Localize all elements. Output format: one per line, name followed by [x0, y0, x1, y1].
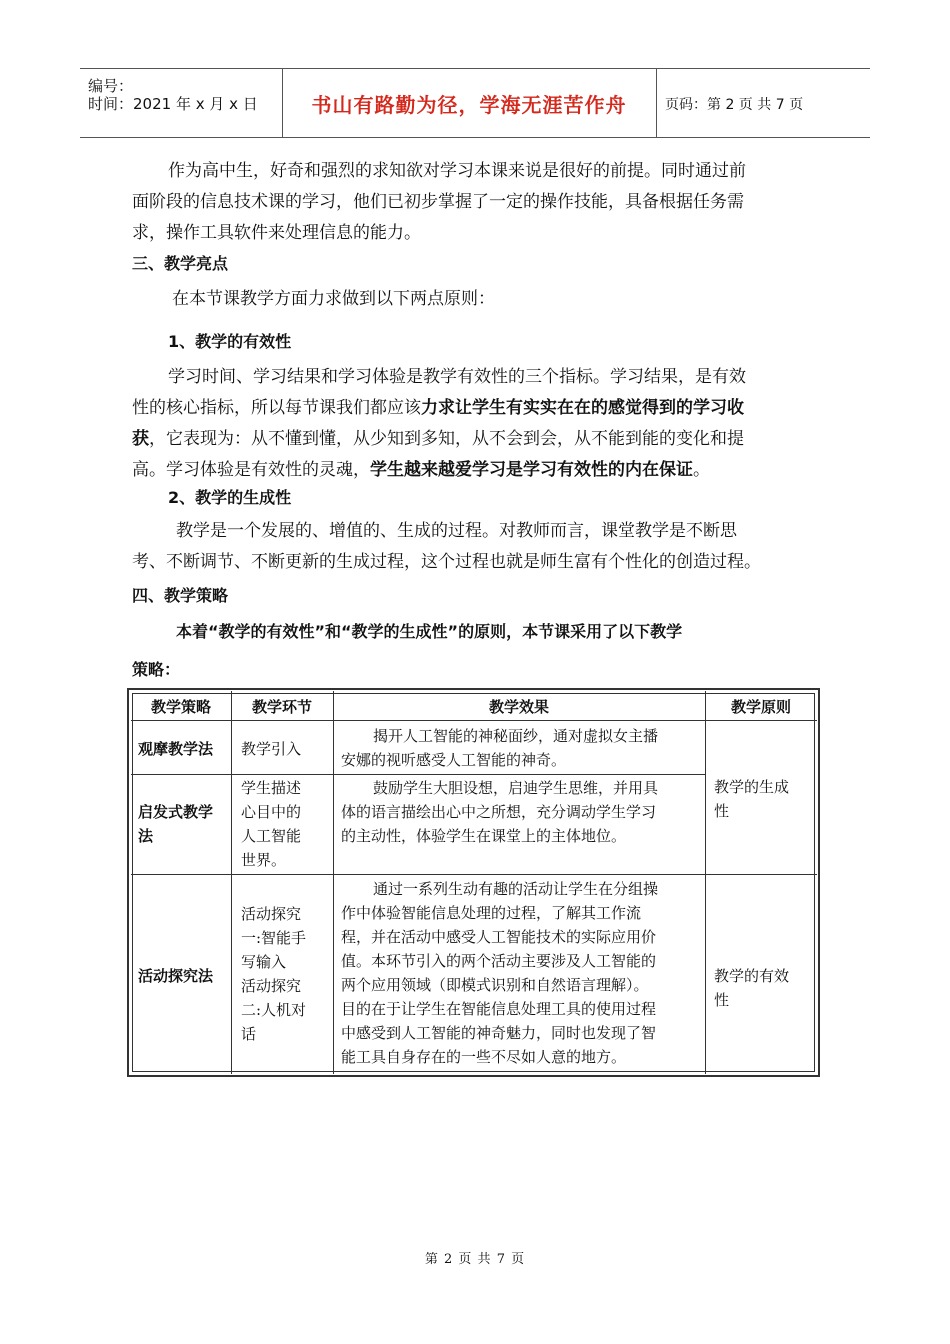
- row3-effect: [341, 877, 699, 1069]
- effect-line: 程，并在活动中感受人工智能技术的实际应用价: [341, 928, 657, 946]
- section4-lead-line1: 本着“教学的有效性”和“教学的生成性”的原则，本节课采用了以下教学: [176, 622, 683, 641]
- section-heading-3: 三、教学亮点: [132, 254, 229, 273]
- generativity-line: 教学是一个发展的、增值的、生成的过程。对教师而言，课堂教学是不断思: [176, 521, 737, 541]
- table-divider: [231, 691, 232, 1074]
- row1-effect: [341, 724, 699, 772]
- header-motto: 书山有路勤为径，学海无涯苦作舟: [311, 93, 627, 117]
- page-header: [80, 68, 870, 138]
- step-line: 二:人机对: [241, 1001, 307, 1019]
- row2-effect: [341, 776, 699, 848]
- effect-line: 目的在于让学生在智能信息处理工具的使用过程: [341, 1000, 657, 1018]
- intro-line: 求，操作工具软件来处理信息的能力。: [132, 223, 421, 243]
- intro-line: 作为高中生，好奇和强烈的求知欲对学习本课来说是很好的前提。同时通过前: [168, 161, 746, 181]
- header-meta: [80, 69, 283, 137]
- effect-line: 体的语言描绘出心中之所想，充分调动学生学习: [341, 803, 657, 821]
- row1-step: 教学引入: [241, 740, 302, 758]
- table-divider: [131, 720, 817, 721]
- section4-lead-line2: 策略：: [132, 660, 181, 679]
- step-line: 世界。: [241, 851, 287, 869]
- text-run: 高。学习体验是有效性的灵魂，: [132, 460, 370, 480]
- effect-line: 两个应用领域（即模式识别和自然语言理解）。: [341, 976, 649, 994]
- generativity-line: 考、不断调节、不断更新的生成过程，这个过程也就是师生富有个性化的创造过程。: [132, 552, 761, 572]
- row3-strategy: 活动探究法: [138, 967, 214, 985]
- section3-lead: 在本节课教学方面力求做到以下两点原则：: [172, 289, 495, 309]
- table-divider: [333, 691, 334, 1074]
- header-page-info: 页码：第 2 页 共 7 页: [665, 97, 804, 113]
- bold-run: 获: [132, 429, 149, 449]
- intro-paragraph: [132, 156, 822, 249]
- header-page-cell: [657, 69, 870, 137]
- subheading-effectiveness: 1、教学的有效性: [168, 332, 292, 351]
- table-divider: [705, 691, 706, 1074]
- step-line: 话: [241, 1025, 257, 1043]
- table-divider: [131, 774, 705, 775]
- table-header-principle: 教学原则: [730, 698, 791, 716]
- page-footer: 第 2 页 共 7 页: [424, 1252, 526, 1267]
- row1-strategy: 观摩教学法: [138, 740, 214, 758]
- principle-line: 教学的有效: [714, 967, 790, 985]
- effect-line: 中感受到人工智能的神奇魅力，同时也发现了智: [341, 1024, 657, 1042]
- bold-run: 学生越来越爱学习是学习有效性的内在保证: [370, 460, 693, 480]
- effect-line: 鼓励学生大胆设想，启迪学生思维，并用具: [373, 779, 659, 797]
- step-line: 活动探究: [241, 905, 302, 923]
- header-motto-cell: [282, 69, 657, 137]
- table-header-effect: 教学效果: [488, 698, 549, 716]
- row2-step: [241, 776, 301, 872]
- principle-line: 性: [714, 991, 730, 1009]
- generativity-paragraph: [132, 516, 822, 578]
- table-divider: [131, 874, 817, 875]
- step-line: 心目中的: [241, 803, 302, 821]
- step-line: 活动探究: [241, 977, 302, 995]
- table-header-strategy: 教学策略: [150, 698, 211, 716]
- doc-number-label: 编号：: [88, 77, 134, 95]
- doc-date-label: 时间：2021 年 x 月 x 日: [88, 95, 258, 113]
- subheading-generativity: 2、教学的生成性: [168, 488, 292, 507]
- text-run: 。: [693, 460, 710, 480]
- section-heading-4: 四、教学策略: [132, 586, 229, 605]
- step-line: 写输入: [241, 953, 287, 971]
- effectiveness-line: [132, 424, 822, 455]
- text-run: 性的核心指标，所以每节课我们都应该: [132, 398, 421, 418]
- strategy-line: 启发式教学: [138, 803, 214, 821]
- row2-strategy: [138, 800, 213, 848]
- effectiveness-paragraph: [132, 362, 822, 486]
- principle-line: 教学的生成: [714, 778, 790, 796]
- effect-line: 值。本环节引入的两个活动主要涉及人工智能的: [341, 952, 657, 970]
- step-line: 一:智能手: [241, 929, 307, 947]
- effectiveness-line: [132, 393, 822, 424]
- step-line: 人工智能: [241, 827, 302, 845]
- effect-line: 揭开人工智能的神秘面纱，通对虚拟女主播: [373, 727, 659, 745]
- effectiveness-line: [132, 455, 822, 486]
- effect-line: 作中体验智能信息处理的过程，了解其工作流: [341, 904, 642, 922]
- effectiveness-line: 学习时间、学习结果和学习体验是教学有效性的三个指标。学习结果，是有效: [168, 367, 746, 387]
- row3-step: [241, 902, 306, 1046]
- strategy-line: 法: [138, 827, 154, 845]
- effect-line: 的主动性，体验学生在课堂上的主体地位。: [341, 827, 627, 845]
- text-run: ，它表现为：从不懂到懂，从少知到多知，从不会到会，从不能到能的变化和提: [149, 429, 744, 449]
- principle-effectiveness: [714, 964, 789, 1012]
- effect-line: 能工具自身存在的一些不尽如人意的地方。: [341, 1048, 627, 1066]
- table-header-step: 教学环节: [251, 698, 312, 716]
- principle-generativity: [714, 775, 789, 823]
- bold-run: 力求让学生有实实在在的感觉得到的学习收: [421, 398, 744, 418]
- effect-line: 通过一系列生动有趣的活动让学生在分组操: [373, 880, 659, 898]
- intro-line: 面阶段的信息技术课的学习，他们已初步掌握了一定的操作技能，具备根据任务需: [132, 192, 744, 212]
- step-line: 学生描述: [241, 779, 302, 797]
- effect-line: 安娜的视听感受人工智能的神奇。: [341, 751, 567, 769]
- principle-line: 性: [714, 802, 730, 820]
